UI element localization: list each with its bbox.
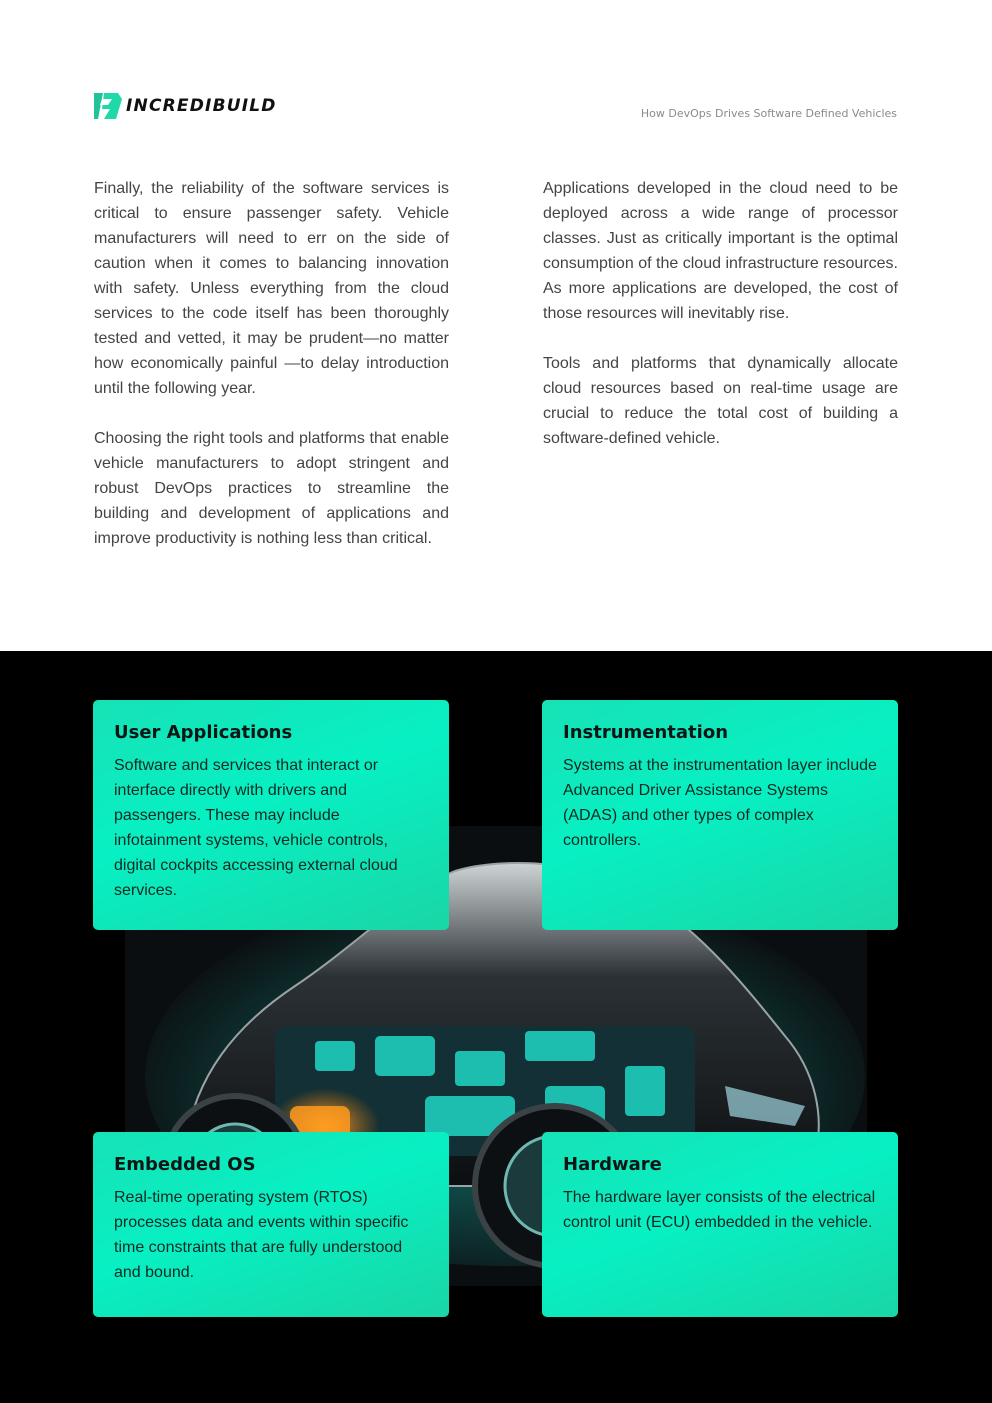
- layer-card-user-applications: [93, 700, 449, 930]
- document-subtitle: How DevOps Drives Software Defined Vehicles: [640, 107, 897, 120]
- right-text-column: [543, 176, 898, 476]
- incredibuild-logo-icon: [94, 93, 122, 119]
- layer-card-title: Hardware: [563, 1154, 662, 1175]
- layer-card-hardware: [542, 1132, 898, 1317]
- brand-name: INCREDIBUILD: [126, 96, 277, 116]
- paragraph: Choosing the right tools and platforms that enable vehicle manufacturers to adopt stringent and robust DevOps practices to streamline the building and development of applications and improve productivity is nothing less than critical.: [94, 430, 449, 547]
- layer-card-body: The hardware layer consists of the electrical control unit (ECU) embedded in the vehicle.: [563, 1189, 876, 1231]
- layer-card-title: Embedded OS: [114, 1154, 256, 1175]
- brand-logo: [94, 93, 277, 119]
- layer-card-title: User Applications: [114, 722, 293, 743]
- layer-card-title: Instrumentation: [563, 722, 729, 743]
- layer-card-embedded-os: [93, 1132, 449, 1317]
- layer-card-body: Real-time operating system (RTOS) processes data and events within specific time constraints that are fully understood and bound.: [114, 1189, 409, 1281]
- layer-card-body: Systems at the instrumentation layer include Advanced Driver Assistance Systems (ADAS) and other types of complex controllers.: [563, 757, 877, 849]
- vehicle-layers-section: [0, 651, 992, 1403]
- paragraph: Finally, the reliability of the software services is critical to ensure passenger safety. Vehicle manufacturers will need to err on the side of caution when it comes to balancing innovation with safety. Unless everything from the cloud services to the code itself has been thoroughly tested and vetted, it may be prudent—no matter how economically painful —to delay introduction until the following year.: [94, 180, 449, 397]
- left-text-column: [94, 176, 449, 576]
- paragraph: Tools and platforms that dynamically allocate cloud resources based on real-time usage are crucial to reduce the total cost of building a software-defined vehicle.: [543, 355, 898, 447]
- layer-card-instrumentation: [542, 700, 898, 930]
- paragraph: Applications developed in the cloud need to be deployed across a wide range of processor classes. Just as critically important is the optimal consumption of the cloud infrastructure resources. As more applications are developed, the cost of those resources will inevitably rise.: [543, 180, 898, 322]
- layer-card-body: Software and services that interact or interface directly with drivers and passengers. These may include infotainment systems, vehicle controls, digital cockpits accessing external cloud services.: [114, 757, 398, 899]
